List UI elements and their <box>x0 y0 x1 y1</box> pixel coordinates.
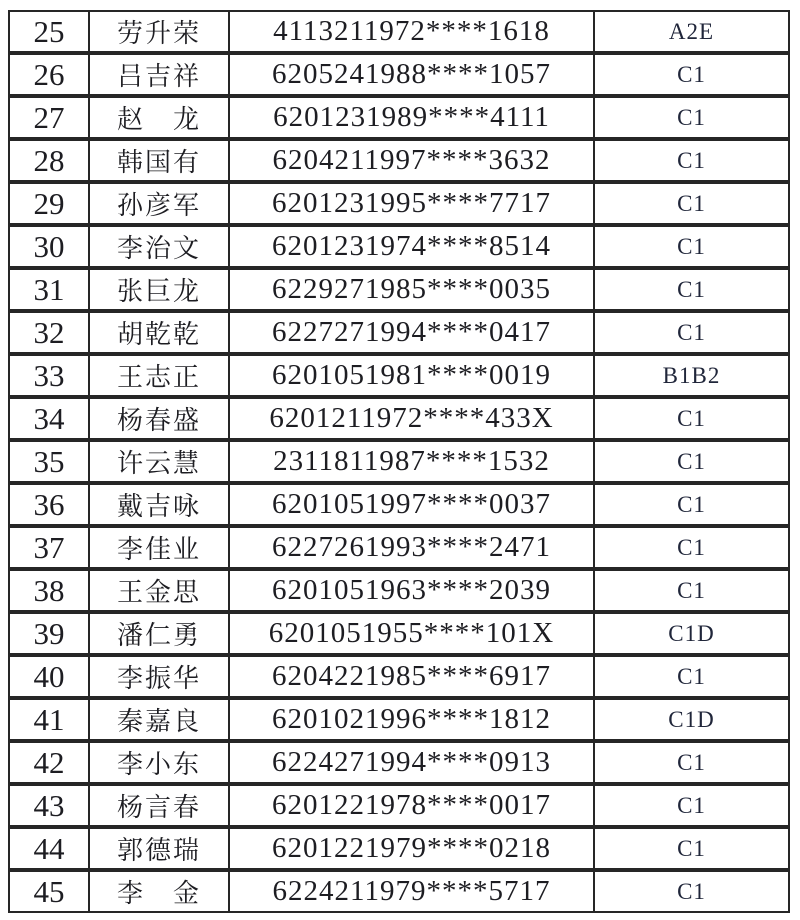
license-class-cell: C1 <box>593 829 788 868</box>
name-cell: 孙彦军 <box>88 184 228 223</box>
name-cell: 李治文 <box>88 227 228 266</box>
license-class-cell: C1 <box>593 485 788 524</box>
name-cell: 王志正 <box>88 356 228 395</box>
table-row <box>8 612 790 655</box>
table-row <box>8 483 790 526</box>
table-row <box>8 182 790 225</box>
table-row <box>8 225 790 268</box>
table-row <box>8 870 790 913</box>
license-class-cell: C1 <box>593 227 788 266</box>
id-number-cell: 6229271985****0035 <box>228 270 593 309</box>
id-number-cell: 2311811987****1532 <box>228 442 593 481</box>
name-cell: 秦嘉良 <box>88 700 228 739</box>
name-cell: 潘仁勇 <box>88 614 228 653</box>
row-number-cell: 39 <box>33 615 65 651</box>
id-number-cell: 6224271994****0913 <box>228 743 593 782</box>
row-number-cell: 34 <box>33 400 65 436</box>
license-class-cell: C1 <box>593 442 788 481</box>
name-cell: 李振华 <box>88 657 228 696</box>
id-number-cell: 6224211979****5717 <box>228 872 593 911</box>
license-class-cell: C1D <box>593 700 788 739</box>
name-cell: 李 金 <box>88 872 228 911</box>
id-number-cell: 6204211997****3632 <box>228 141 593 180</box>
row-number-cell: 36 <box>33 486 65 522</box>
name-cell: 王金思 <box>88 571 228 610</box>
name-cell: 李小东 <box>88 743 228 782</box>
row-number-cell: 26 <box>33 56 65 92</box>
table-row <box>8 397 790 440</box>
license-class-cell: C1 <box>593 399 788 438</box>
license-class-cell: C1 <box>593 571 788 610</box>
row-number-cell: 41 <box>33 701 65 737</box>
name-cell: 戴吉咏 <box>88 485 228 524</box>
table-row <box>8 354 790 397</box>
name-cell: 胡乾乾 <box>88 313 228 352</box>
id-number-cell: 6201231974****8514 <box>228 227 593 266</box>
table-row <box>8 569 790 612</box>
name-cell: 张巨龙 <box>88 270 228 309</box>
id-number-cell: 6201051963****2039 <box>228 571 593 610</box>
row-number-cell: 28 <box>33 142 65 178</box>
table-row <box>8 96 790 139</box>
row-number-cell: 30 <box>33 228 65 264</box>
table-row <box>8 440 790 483</box>
row-number-cell: 29 <box>33 185 65 221</box>
name-cell: 杨春盛 <box>88 399 228 438</box>
license-class-cell: C1 <box>593 98 788 137</box>
id-number-cell: 6201221979****0218 <box>228 829 593 868</box>
row-number-cell: 32 <box>33 314 65 350</box>
id-number-cell: 6201211972****433X <box>228 399 593 438</box>
table-row <box>8 655 790 698</box>
row-number-cell: 27 <box>33 99 65 135</box>
license-class-cell: C1 <box>593 141 788 180</box>
id-number-cell: 4113211972****1618 <box>228 12 593 51</box>
row-number-cell: 42 <box>33 744 65 780</box>
id-number-cell: 6201051997****0037 <box>228 485 593 524</box>
row-number-cell: 37 <box>33 529 65 565</box>
name-cell: 韩国有 <box>88 141 228 180</box>
row-number-cell: 35 <box>33 443 65 479</box>
table-row <box>8 827 790 870</box>
name-cell: 杨言春 <box>88 786 228 825</box>
table-row <box>8 10 790 53</box>
license-class-cell: C1D <box>593 614 788 653</box>
license-class-cell: C1 <box>593 657 788 696</box>
table-row <box>8 698 790 741</box>
id-number-cell: 6201231989****4111 <box>228 98 593 137</box>
row-number-cell: 45 <box>33 873 65 909</box>
id-number-cell: 6227271994****0417 <box>228 313 593 352</box>
row-number-cell: 33 <box>33 357 65 393</box>
id-number-cell: 6205241988****1057 <box>228 55 593 94</box>
id-number-cell: 6201051955****101X <box>228 614 593 653</box>
license-class-cell: C1 <box>593 184 788 223</box>
license-class-cell: C1 <box>593 55 788 94</box>
id-number-cell: 6201221978****0017 <box>228 786 593 825</box>
row-number-cell: 38 <box>33 572 65 608</box>
id-number-cell: 6204221985****6917 <box>228 657 593 696</box>
license-class-cell: C1 <box>593 528 788 567</box>
license-class-cell: C1 <box>593 872 788 911</box>
table-row <box>8 311 790 354</box>
name-cell: 郭德瑞 <box>88 829 228 868</box>
license-class-cell: A2E <box>593 12 788 51</box>
id-number-cell: 6201021996****1812 <box>228 700 593 739</box>
row-number-cell: 44 <box>33 830 65 866</box>
table-row <box>8 139 790 182</box>
table-row <box>8 526 790 569</box>
license-class-cell: C1 <box>593 270 788 309</box>
name-cell: 赵 龙 <box>88 98 228 137</box>
table-row <box>8 741 790 784</box>
name-cell: 李佳业 <box>88 528 228 567</box>
license-class-cell: C1 <box>593 743 788 782</box>
license-class-cell: B1B2 <box>593 356 788 395</box>
row-number-cell: 25 <box>33 13 65 49</box>
roster-table <box>8 10 790 913</box>
table-row <box>8 268 790 311</box>
row-number-cell: 43 <box>33 787 65 823</box>
table-row <box>8 784 790 827</box>
license-class-cell: C1 <box>593 313 788 352</box>
id-number-cell: 6201231995****7717 <box>228 184 593 223</box>
name-cell: 吕吉祥 <box>88 55 228 94</box>
id-number-cell: 6227261993****2471 <box>228 528 593 567</box>
row-number-cell: 40 <box>33 658 65 694</box>
name-cell: 劳升荣 <box>88 12 228 51</box>
table-row <box>8 53 790 96</box>
license-class-cell: C1 <box>593 786 788 825</box>
id-number-cell: 6201051981****0019 <box>228 356 593 395</box>
row-number-cell: 31 <box>33 271 65 307</box>
name-cell: 许云慧 <box>88 442 228 481</box>
